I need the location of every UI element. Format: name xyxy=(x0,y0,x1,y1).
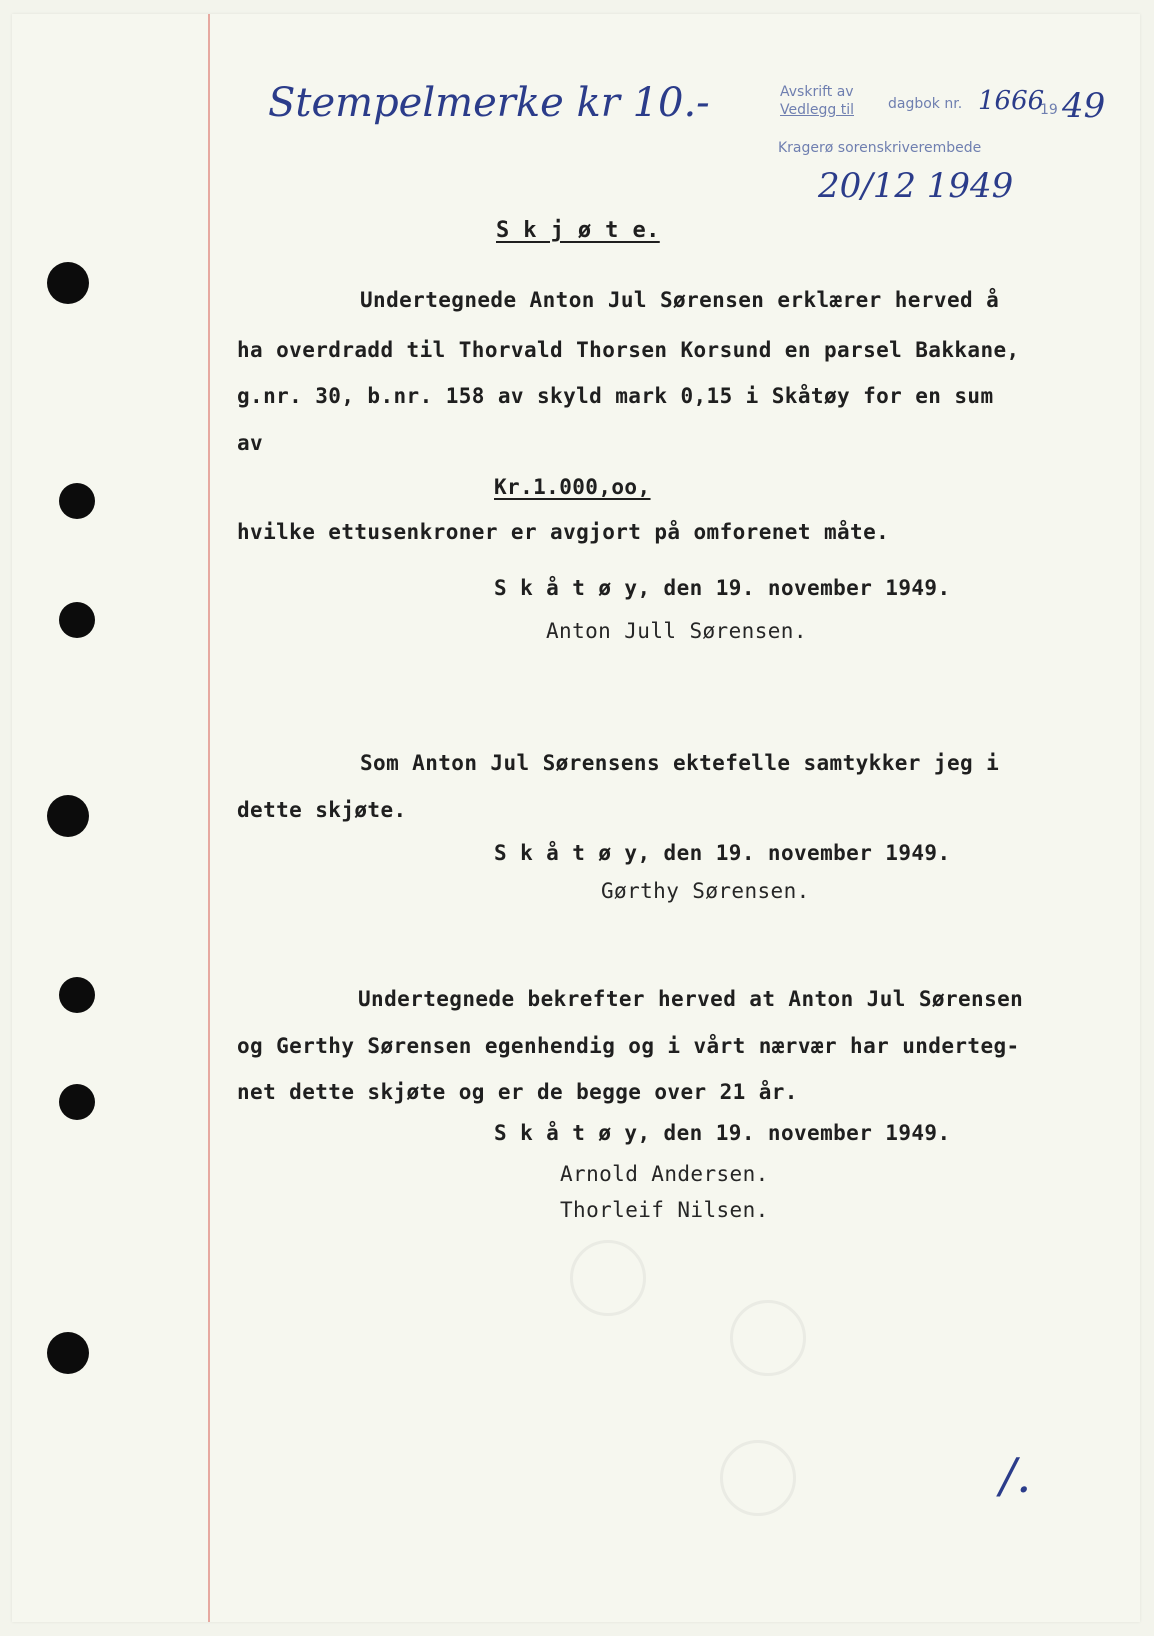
paragraph-1-line: ha overdradd til Thorvald Thorsen Korsund en parsel Bakkane, xyxy=(237,338,1020,362)
signature-2: Gørthy Sørensen. xyxy=(601,879,810,903)
handwritten-corner-mark: /. xyxy=(1000,1448,1032,1504)
stamp-office: Kragerø sorenskriverembede xyxy=(778,140,982,156)
stamp-dagbok-number: 1666 xyxy=(978,86,1045,116)
punch-hole xyxy=(59,977,95,1013)
bleed-through-mark xyxy=(720,1440,796,1516)
stamp-year-suffix: 49 xyxy=(1062,86,1106,126)
punch-hole xyxy=(59,483,95,519)
punch-hole xyxy=(47,262,89,304)
place-date-2: S k å t ø y, den 19. november 1949. xyxy=(494,841,951,865)
stamp-line-vedlegg: Vedlegg til xyxy=(780,102,854,118)
bleed-through-mark xyxy=(570,1240,646,1316)
stamp-dagbok-label: dagbok nr. xyxy=(888,96,963,112)
stamp-year-prefix: 19 xyxy=(1040,102,1058,118)
margin-rule xyxy=(208,14,210,1622)
place-date-3: S k å t ø y, den 19. november 1949. xyxy=(494,1121,951,1145)
paper-sheet xyxy=(12,14,1140,1622)
punch-hole xyxy=(59,1084,95,1120)
paragraph-1-line: Undertegnede Anton Jul Sørensen erklærer herved å xyxy=(360,288,1000,312)
punch-hole xyxy=(47,1332,89,1374)
signature-1: Anton Jull Sørensen. xyxy=(546,619,807,643)
stamp-line-avskrift: Avskrift av xyxy=(780,84,854,100)
place-date-1: S k å t ø y, den 19. november 1949. xyxy=(494,576,951,600)
paragraph-1-line: av xyxy=(237,431,264,455)
paragraph-3-line: og Gerthy Sørensen egenhendig og i vårt nærvær har underteg- xyxy=(237,1034,1020,1058)
handwritten-stamp-duty-note: Stempelmerke kr 10.- xyxy=(268,80,710,126)
bleed-through-mark xyxy=(730,1300,806,1376)
punch-hole xyxy=(59,602,95,638)
sale-amount: Kr.1.000,oo, xyxy=(494,475,651,499)
handwritten-date: 20/12 1949 xyxy=(818,166,1014,206)
document-title: S k j ø t e. xyxy=(496,218,660,243)
paragraph-1-end: hvilke ettusenkroner er avgjort på omforenet måte. xyxy=(237,520,890,544)
punch-hole xyxy=(47,795,89,837)
paragraph-2-line: Som Anton Jul Sørensens ektefelle samtykker jeg i xyxy=(360,751,1000,775)
witness-signature: Thorleif Nilsen. xyxy=(560,1198,769,1222)
paragraph-1-line: g.nr. 30, b.nr. 158 av skyld mark 0,15 i Skåtøy for en sum xyxy=(237,384,994,408)
witness-signature: Arnold Andersen. xyxy=(560,1162,769,1186)
paragraph-2-line: dette skjøte. xyxy=(237,798,407,822)
paragraph-3-line: net dette skjøte og er de begge over 21 år. xyxy=(237,1080,798,1104)
paragraph-3-line: Undertegnede bekrefter herved at Anton Jul Sørensen xyxy=(358,987,1024,1011)
